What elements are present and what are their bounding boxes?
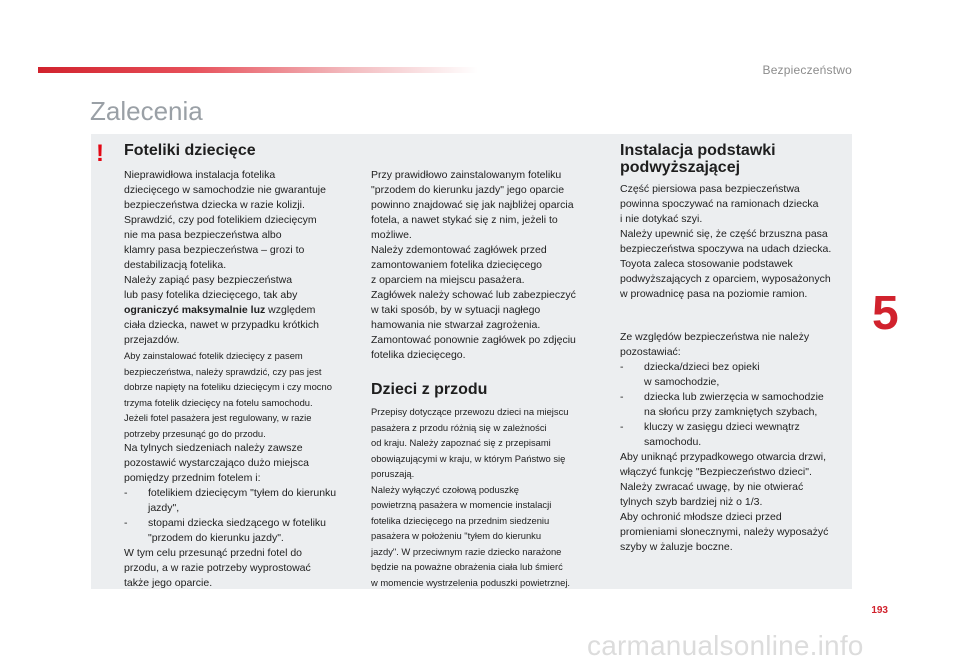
text-line: "przodem do kierunku jazdy" jego oparcie — [371, 184, 565, 196]
text-line: szyby w żaluzje boczne. — [620, 541, 733, 553]
column-right-lower — [620, 330, 850, 555]
text-line: Należy zdemontować zagłówek przed — [371, 244, 547, 256]
text-line: Aby ochronić młodsze dzieci przed — [620, 511, 782, 523]
col1-paragraph-3 — [124, 546, 356, 591]
watermark: carmanualsonline.info — [587, 630, 864, 661]
list-item — [620, 390, 850, 420]
text-line: Zagłówek należy schować lub zabezpieczyć — [371, 289, 576, 301]
text-line: jazdy", — [148, 502, 180, 514]
text-line: włączyć funkcję "Bezpieczeństwo dzieci". — [620, 466, 812, 478]
text-line: przejazdów. — [124, 334, 180, 346]
text-line: dobrze napięty na foteliku dziecięcym i czy mocno — [124, 381, 332, 392]
text-line: Toyota zaleca stosowanie podstawek — [620, 258, 793, 270]
text-line: w samochodzie, — [644, 376, 720, 388]
col2-small-note — [371, 404, 599, 590]
text-line: Aby uniknąć przypadkowego otwarcia drzwi, — [620, 451, 827, 463]
text-line: potrzeby przesunąć go do przodu. — [124, 427, 266, 439]
col2-paragraph-1 — [371, 168, 599, 363]
col3-paragraph-1 — [620, 182, 850, 302]
text-line: dziecięcego w samochodzie nie gwarantuje — [124, 184, 326, 196]
text-line: pomiędzy przednim fotelem i: — [124, 472, 261, 484]
text-line: trzyma fotelik dziecięcy na fotelu samochodu. — [124, 396, 313, 408]
col1-paragraph-2 — [124, 441, 356, 486]
text-line: Należy upewnić się, że część brzuszna pasa — [620, 228, 828, 240]
col3-paragraph-2 — [620, 330, 850, 360]
text-line: Nieprawidłowa instalacja fotelika — [124, 169, 276, 181]
text-line: stopami dziecka siedzącego w foteliku — [148, 517, 327, 529]
text-line: destabilizacją fotelika. — [124, 259, 227, 271]
text-line: Należy wyłączyć czołową poduszkę — [371, 483, 519, 495]
text-line: fotelika dziecięcego na przednim siedzeniu — [371, 514, 550, 526]
text-line: przodu, a w razie potrzeby wyprostować — [124, 562, 311, 574]
text-line: od kraju. Należy zapoznać się z przepisami — [371, 437, 551, 448]
text-line: Jeżeli fotel pasażera jest regulowany, w razie — [124, 412, 312, 423]
column-middle — [371, 168, 599, 363]
list-dash: - — [620, 361, 624, 373]
text-line: klamry pasa bezpieczeństwa – grozi to — [124, 244, 305, 256]
text-line: Należy zwracać uwagę, by nie otwierać — [620, 481, 804, 493]
bold-emphasis: ograniczyć maksymalnie luz — [124, 304, 266, 316]
page-number: 193 — [871, 605, 888, 616]
heading-line: podwyższającej — [620, 159, 741, 176]
text-line: Przy prawidłowo zainstalowanym foteliku — [371, 169, 562, 181]
list-item-text — [644, 390, 850, 420]
list-item-text — [148, 516, 356, 546]
text-line: pasażera z przodu różnią się w zależności — [371, 421, 547, 433]
text-line: także jego oparcie. — [124, 577, 213, 589]
text-line: podwyższających z oparciem, wyposażonych — [620, 273, 831, 285]
heading-line: Instalacja podstawki — [620, 142, 776, 159]
text-line: zamontowaniem fotelika dziecięcego — [371, 259, 543, 271]
text-line: fotelika dziecięcego. — [371, 349, 466, 361]
text-line: hamowania nie stwarzał zagrożenia. — [371, 319, 541, 331]
text-line: dziecka lub zwierzęcia w samochodzie — [644, 391, 824, 403]
text-line: będzie na poważne obrażenia ciała lub śmierć — [371, 561, 563, 572]
text-line: Część piersiowa pasa bezpieczeństwa — [620, 183, 800, 195]
text-line: bezpieczeństwa dziecka w razie kolizji. — [124, 199, 305, 211]
list-dash: - — [124, 517, 128, 529]
text-line: poruszają. — [371, 468, 415, 479]
text-line — [124, 303, 356, 318]
col1-small-note — [124, 348, 356, 441]
text-line: tylnych szyb bardziej niż o 1/3. — [620, 496, 763, 508]
list-item-text — [644, 360, 850, 390]
text-line: obowiązującymi w kraju, w którym Państwo się — [371, 452, 566, 464]
text-line: Zamontować ponownie zagłówek po zdjęciu — [371, 334, 576, 346]
text-line: fotelikiem dziecięcym "tyłem do kierunku — [148, 487, 337, 499]
column-right — [620, 182, 850, 302]
list-item-text — [148, 486, 356, 516]
section-label: Bezpieczeństwo — [762, 63, 852, 77]
text-line: lub pasy fotelika dziecięcego, tak aby — [124, 289, 298, 301]
list-dash: - — [620, 421, 624, 433]
text-line: nie ma pasa bezpieczeństwa albo — [124, 229, 282, 241]
text-line: pasażera w położeniu "tyłem do kierunku — [371, 530, 542, 541]
page-title: Zalecenia — [90, 96, 203, 126]
text-line: fotela, a nawet stykać się z nim, jeżeli to — [371, 214, 558, 226]
col1-paragraph-1 — [124, 168, 356, 348]
text-line: bezpieczeństwa, należy sprawdzić, czy pas jest — [124, 365, 322, 377]
heading-child-seats: Foteliki dziecięce — [124, 142, 256, 159]
col3-paragraph-3 — [620, 450, 850, 555]
text-line: powietrzną pasażera w momencie instalacji — [371, 499, 552, 510]
text-line: Sprawdzić, czy pod fotelikiem dziecięcym — [124, 214, 317, 226]
list-dash: - — [620, 391, 624, 403]
text-line: Przepisy dotyczące przewozu dzieci na miejscu — [371, 406, 569, 417]
chapter-number: 5 — [872, 287, 899, 340]
header-accent-bar — [38, 67, 478, 73]
text-line: Aby zainstalować fotelik dziecięcy z pasem — [124, 350, 303, 361]
warning-exclamation-icon: ! — [96, 140, 104, 167]
text-line: powinno znajdować się jak najbliżej oparcia — [371, 199, 574, 211]
text-line: promieniami słonecznymi, należy wyposażyć — [620, 526, 829, 538]
list-dash: - — [124, 487, 128, 499]
text-line: w prowadnicę pasa na poziomie ramion. — [620, 288, 808, 300]
heading-booster-seat — [620, 142, 850, 176]
text-line: Na tylnych siedzeniach należy zawsze — [124, 442, 303, 454]
text-line: kluczy w zasięgu dzieci wewnątrz — [644, 421, 800, 433]
text-line: na słońcu przy zamkniętych szybach, — [644, 406, 818, 418]
text-line: dziecka/dzieci bez opieki — [644, 361, 760, 373]
list-item — [124, 486, 356, 516]
text-line: powinna spoczywać na ramionach dziecka — [620, 198, 819, 210]
text-line: ciała dziecka, nawet w przypadku krótkich — [124, 319, 319, 331]
text-fragment: względem — [265, 304, 316, 316]
text-line: bezpieczeństwa spoczywa na udach dziecka. — [620, 243, 832, 255]
text-line: "przodem do kierunku jazdy". — [148, 532, 284, 544]
text-line: i nie dotykać szyi. — [620, 213, 703, 225]
text-line: Ze względów bezpieczeństwa nie należy — [620, 331, 810, 343]
list-item — [124, 516, 356, 546]
list-item — [620, 360, 850, 390]
list-item-text — [644, 420, 850, 450]
text-line: W tym celu przesunąć przedni fotel do — [124, 547, 302, 559]
heading-children-front: Dzieci z przodu — [371, 381, 488, 398]
column-left — [124, 168, 356, 591]
text-line: Należy zapiąć pasy bezpieczeństwa — [124, 274, 293, 286]
text-line: pozostawiać: — [620, 346, 681, 358]
list-item — [620, 420, 850, 450]
text-line: jazdy". W przeciwnym razie dziecko narażone — [371, 545, 562, 557]
text-line: w taki sposób, by w sytuacji nagłego — [371, 304, 541, 316]
text-line: możliwe. — [371, 229, 412, 241]
text-line: samochodu. — [644, 436, 702, 448]
text-line: pozostawić wystarczająco dużo miejsca — [124, 457, 309, 469]
text-line: w momencie wystrzelenia poduszki powietrznej. — [371, 576, 571, 588]
text-line: z oparciem na miejscu pasażera. — [371, 274, 525, 286]
